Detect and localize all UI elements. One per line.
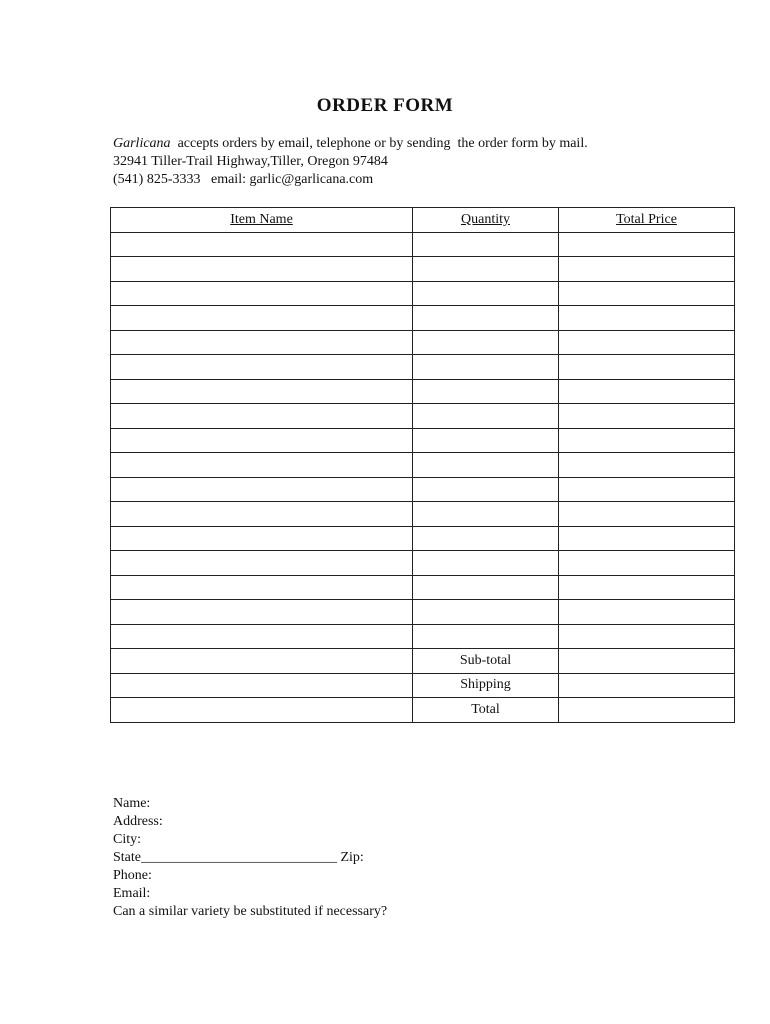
- customer-field: Phone:: [113, 868, 152, 883]
- customer-field: Email:: [113, 886, 151, 901]
- item-name-cell[interactable]: [111, 404, 413, 429]
- total-price-cell[interactable]: [559, 600, 735, 625]
- table-row: [111, 330, 735, 355]
- quantity-cell[interactable]: [413, 477, 559, 502]
- quantity-cell[interactable]: [413, 428, 559, 453]
- quantity-cell[interactable]: [413, 232, 559, 257]
- quantity-cell[interactable]: [413, 379, 559, 404]
- table-row: [111, 257, 735, 282]
- total-price-cell[interactable]: [559, 330, 735, 355]
- summary-label: Shipping: [413, 673, 559, 698]
- header-total-price: Total Price: [559, 208, 735, 233]
- quantity-cell[interactable]: [413, 502, 559, 527]
- item-name-cell[interactable]: [111, 428, 413, 453]
- summary-row: [111, 673, 735, 698]
- item-name-cell[interactable]: [111, 600, 413, 625]
- table-header-row: [111, 208, 735, 233]
- item-name-cell[interactable]: [111, 330, 413, 355]
- item-name-cell[interactable]: [111, 502, 413, 527]
- summary-label: Total: [413, 698, 559, 723]
- customer-field: Can a similar variety be substituted if necessary?: [113, 904, 388, 919]
- total-price-cell[interactable]: [559, 281, 735, 306]
- table-row: [111, 428, 735, 453]
- item-name-cell[interactable]: [111, 624, 413, 649]
- total-price-cell[interactable]: [559, 526, 735, 551]
- quantity-cell[interactable]: [413, 600, 559, 625]
- item-name-cell[interactable]: [111, 575, 413, 600]
- customer-field: State____________________________ Zip:: [113, 850, 364, 865]
- total-price-cell[interactable]: [559, 477, 735, 502]
- table-row: [111, 404, 735, 429]
- quantity-cell[interactable]: [413, 257, 559, 282]
- brand-name: Garlicana: [113, 136, 171, 151]
- total-price-cell[interactable]: [559, 232, 735, 257]
- table-row: [111, 453, 735, 478]
- item-name-cell[interactable]: [111, 306, 413, 331]
- summary-value-cell[interactable]: [559, 649, 735, 674]
- item-name-cell[interactable]: [111, 477, 413, 502]
- quantity-cell[interactable]: [413, 306, 559, 331]
- item-name-cell[interactable]: [111, 526, 413, 551]
- summary-row: [111, 649, 735, 674]
- total-price-cell[interactable]: [559, 355, 735, 380]
- total-price-cell[interactable]: [559, 306, 735, 331]
- total-price-cell[interactable]: [559, 379, 735, 404]
- quantity-cell[interactable]: [413, 526, 559, 551]
- order-table: [110, 207, 735, 723]
- summary-blank-cell: [111, 698, 413, 723]
- order-table-body: [111, 232, 735, 722]
- quantity-cell[interactable]: [413, 330, 559, 355]
- total-price-cell[interactable]: [559, 575, 735, 600]
- summary-blank-cell: [111, 673, 413, 698]
- item-name-cell[interactable]: [111, 257, 413, 282]
- quantity-cell[interactable]: [413, 575, 559, 600]
- summary-label: Sub-total: [413, 649, 559, 674]
- customer-field: City:: [113, 832, 142, 847]
- item-name-cell[interactable]: [111, 379, 413, 404]
- contact-line: (541) 825-3333 email: garlic@garlicana.com: [113, 172, 374, 187]
- table-row: [111, 551, 735, 576]
- total-price-cell[interactable]: [559, 551, 735, 576]
- quantity-cell[interactable]: [413, 624, 559, 649]
- address-line: 32941 Tiller-Trail Highway,Tiller, Oregon 97484: [113, 154, 388, 169]
- total-price-cell[interactable]: [559, 624, 735, 649]
- quantity-cell[interactable]: [413, 404, 559, 429]
- quantity-cell[interactable]: [413, 355, 559, 380]
- table-row: [111, 477, 735, 502]
- header-quantity: Quantity: [413, 208, 559, 233]
- item-name-cell[interactable]: [111, 232, 413, 257]
- accepts-text: accepts orders by email, telephone or by sending the order form by mail.: [170, 136, 588, 151]
- total-price-cell[interactable]: [559, 502, 735, 527]
- total-price-cell[interactable]: [559, 428, 735, 453]
- table-row: [111, 624, 735, 649]
- intro-line-1: [113, 135, 588, 153]
- table-row: [111, 526, 735, 551]
- quantity-cell[interactable]: [413, 551, 559, 576]
- quantity-cell[interactable]: [413, 453, 559, 478]
- total-price-cell[interactable]: [559, 453, 735, 478]
- total-price-cell[interactable]: [559, 257, 735, 282]
- summary-value-cell[interactable]: [559, 673, 735, 698]
- customer-field: Name:: [113, 796, 151, 811]
- item-name-cell[interactable]: [111, 453, 413, 478]
- table-row: [111, 281, 735, 306]
- table-row: [111, 379, 735, 404]
- table-row: [111, 600, 735, 625]
- quantity-cell[interactable]: [413, 281, 559, 306]
- item-name-cell[interactable]: [111, 551, 413, 576]
- summary-row: [111, 698, 735, 723]
- page-title: ORDER FORM: [316, 95, 454, 116]
- summary-value-cell[interactable]: [559, 698, 735, 723]
- table-row: [111, 502, 735, 527]
- header-item-name: Item Name: [111, 208, 413, 233]
- customer-field: Address:: [113, 814, 163, 829]
- table-row: [111, 575, 735, 600]
- summary-blank-cell: [111, 649, 413, 674]
- item-name-cell[interactable]: [111, 355, 413, 380]
- intro-block: [113, 135, 588, 189]
- table-row: [111, 232, 735, 257]
- table-row: [111, 355, 735, 380]
- table-row: [111, 306, 735, 331]
- item-name-cell[interactable]: [111, 281, 413, 306]
- customer-info-block: [113, 795, 387, 921]
- total-price-cell[interactable]: [559, 404, 735, 429]
